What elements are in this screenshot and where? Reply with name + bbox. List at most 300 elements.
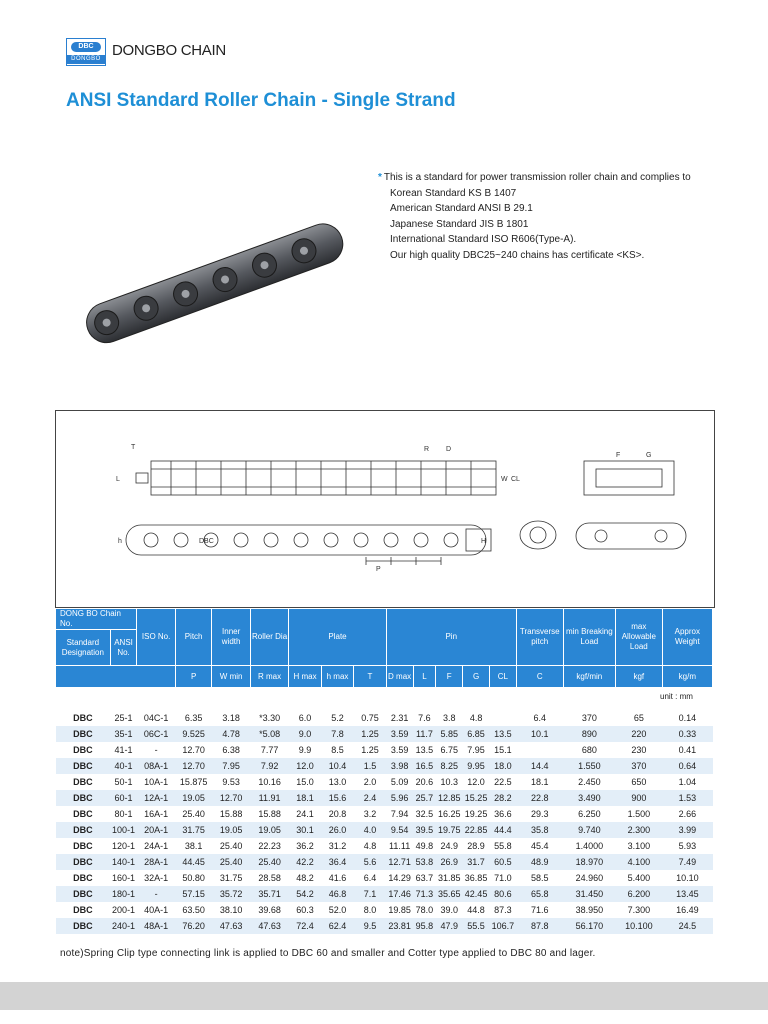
sub-r: R max [250,666,288,688]
header-pitch: Pitch [175,609,212,666]
diagram-label-cl: CL [511,476,520,483]
table-cell: 42.45 [463,886,490,902]
table-cell [516,742,563,758]
notes-line-1: Korean Standard KS B 1407 [390,187,517,199]
table-cell: 48A-1 [137,918,175,934]
table-cell: 31.75 [212,870,250,886]
table-cell: 38.10 [212,902,250,918]
table-cell: 60-1 [110,790,137,806]
table-cell: 20A-1 [137,822,175,838]
footer-bar [0,982,768,1010]
table-cell: 18.1 [289,790,321,806]
table-cell: 28.2 [489,790,516,806]
chain-dimension-diagram [55,410,715,608]
table-cell: DBC [56,870,111,886]
table-cell: 25.40 [175,806,212,822]
table-cell: 19.85 [386,902,413,918]
table-cell: 15.25 [463,790,490,806]
table-cell: 0.75 [354,710,386,726]
header-transverse-pitch: Transverse pitch [516,609,563,666]
table-cell: DBC [56,742,111,758]
table-cell: 58.5 [516,870,563,886]
diagram-label-f: F [616,452,621,459]
table-cell: 180-1 [110,886,137,902]
table-cell: 71.0 [489,870,516,886]
notes-line-0: * This is a standard for power transmission roller chain and complies to [378,172,691,183]
table-cell: 0.14 [662,710,712,726]
table-cell: DBC [56,886,111,902]
table-cell: 19.25 [463,806,490,822]
header-weight: Approx Weight [662,609,712,666]
table-cell: 50-1 [110,774,137,790]
table-cell: 15.88 [250,806,288,822]
table-cell: 5.400 [616,870,663,886]
table-cell: 76.20 [175,918,212,934]
table-cell: 370 [616,758,663,774]
table-cell: 1.25 [354,726,386,742]
table-cell: 15.0 [289,774,321,790]
table-cell: DBC [56,854,111,870]
table-cell: 19.05 [212,822,250,838]
sub-g: G [463,666,490,688]
table-cell: 47.63 [212,918,250,934]
brand-name: DONGBO CHAIN [112,42,226,59]
table-cell: 680 [563,742,615,758]
table-cell: 3.100 [616,838,663,854]
notes-line-2: American Standard ANSI B 29.1 [390,203,533,214]
table-cell: *3.30 [250,710,288,726]
header-pin: Pin [386,609,516,666]
table-row [56,822,713,838]
table-cell: 900 [616,790,663,806]
table-cell: 12.0 [289,758,321,774]
table-cell: 8.0 [354,902,386,918]
notes-line-5: Our high quality DBC25~240 chains has certificate <KS>. [390,249,645,261]
table-cell: DBC [56,838,111,854]
table-cell: DBC [56,774,111,790]
sub-h: H max [289,666,321,688]
table-cell: 6.4 [354,870,386,886]
table-cell: 370 [563,710,615,726]
table-cell: 24.960 [563,870,615,886]
table-cell: 39.5 [413,822,436,838]
table-cell: 9.525 [175,726,212,742]
table-cell: 220 [616,726,663,742]
table-cell: 25.7 [413,790,436,806]
table-cell: 11.11 [386,838,413,854]
table-cell: 46.8 [321,886,353,902]
table-cell: 8.5 [321,742,353,758]
table-cell: 24A-1 [137,838,175,854]
table-cell: 16A-1 [137,806,175,822]
table-cell: 0.41 [662,742,712,758]
table-cell: 18.1 [516,774,563,790]
diagram-label-p: P [376,566,381,573]
table-cell: 15.6 [321,790,353,806]
table-cell: 15.875 [175,774,212,790]
table-cell: 35-1 [110,726,137,742]
table-cell: 3.59 [386,726,413,742]
table-row [56,710,713,726]
table-cell: 44.4 [489,822,516,838]
diagram-label-h-small: h [118,538,122,545]
table-cell: 9.53 [212,774,250,790]
table-row [56,790,713,806]
table-cell: 12.70 [175,742,212,758]
table-cell: 0.64 [662,758,712,774]
table-cell: 80.6 [489,886,516,902]
table-cell: 230 [616,742,663,758]
table-cell: DBC [56,822,111,838]
header-standard-designation: Standard Designation [56,630,111,666]
table-cell: 1.4000 [563,838,615,854]
table-cell: 890 [563,726,615,742]
table-cell: *5.08 [250,726,288,742]
table-cell: 54.2 [289,886,321,902]
table-cell: 2.4 [354,790,386,806]
table-cell: 06C-1 [137,726,175,742]
header-breaking-load: min Breaking Load [563,609,615,666]
diagram-label-w: W [501,476,508,483]
table-cell: 31.85 [436,870,463,886]
table-cell: 6.250 [563,806,615,822]
table-cell: 57.15 [175,886,212,902]
table-row [56,774,713,790]
table-cell: 650 [616,774,663,790]
table-cell: 6.38 [212,742,250,758]
table-cell: 35.8 [516,822,563,838]
table-cell: DBC [56,710,111,726]
table-cell: 7.92 [250,758,288,774]
table-cell: 80-1 [110,806,137,822]
table-cell: 71.6 [516,902,563,918]
table-row [56,838,713,854]
table-cell: 5.96 [386,790,413,806]
diagram-label-l: L [116,476,120,483]
table-cell: 24.1 [289,806,321,822]
table-cell: 12.70 [212,790,250,806]
diagram-label-g: G [646,452,652,459]
table-cell: 1.500 [616,806,663,822]
table-cell: DBC [56,758,111,774]
table-cell: 10.4 [321,758,353,774]
table-cell: 3.99 [662,822,712,838]
table-cell: DBC [56,806,111,822]
star-icon: * [378,172,382,183]
sub-kgf: kgf [616,666,663,688]
table-cell: 36.85 [463,870,490,886]
table-cell: 3.98 [386,758,413,774]
table-cell: 13.5 [489,726,516,742]
table-cell: 22.5 [489,774,516,790]
table-cell: 0.33 [662,726,712,742]
sub-f: F [436,666,463,688]
sub-kgf-min: kgf/min [563,666,615,688]
table-cell: 7.300 [616,902,663,918]
table-cell: 160-1 [110,870,137,886]
table-cell: 10A-1 [137,774,175,790]
table-cell: 16.49 [662,902,712,918]
table-cell: 38.950 [563,902,615,918]
table-cell: 31.75 [175,822,212,838]
table-cell: 7.8 [321,726,353,742]
table-cell: 10.16 [250,774,288,790]
table-cell: 3.59 [386,742,413,758]
diagram-label-t: T [131,444,136,451]
table-cell: 4.78 [212,726,250,742]
table-cell: 4.8 [354,838,386,854]
table-cell: 13.0 [321,774,353,790]
standards-notes [378,170,691,263]
table-cell: DBC [56,726,111,742]
table-cell: 18.970 [563,854,615,870]
page-title: ANSI Standard Roller Chain - Single Strand [66,90,456,111]
table-cell: 2.300 [616,822,663,838]
table-cell: 19.05 [250,822,288,838]
table-cell: 13.5 [413,742,436,758]
table-cell: 2.31 [386,710,413,726]
diagram-label-dbc: DBC [199,538,214,545]
diagram-label-h: H [481,538,487,545]
table-cell: 26.9 [436,854,463,870]
unit-label: unit : mm [660,692,693,701]
table-cell: 5.85 [436,726,463,742]
table-row [56,806,713,822]
table-cell: 6.0 [289,710,321,726]
table-cell: 87.3 [489,902,516,918]
table-cell: 23.81 [386,918,413,934]
table-cell: 35.71 [250,886,288,902]
dongbo-logo [66,38,106,66]
table-row [56,726,713,742]
table-cell: 16.25 [436,806,463,822]
table-cell: 39.68 [250,902,288,918]
table-cell: 08A-1 [137,758,175,774]
table-cell: 1.25 [354,742,386,758]
table-row [56,902,713,918]
table-cell: 106.7 [489,918,516,934]
table-cell: 2.66 [662,806,712,822]
table-cell: DBC [56,790,111,806]
table-cell: - [137,886,175,902]
table-cell: 19.75 [436,822,463,838]
table-cell: 20.8 [321,806,353,822]
table-cell: DBC [56,902,111,918]
table-cell: 39.0 [436,902,463,918]
sub-c: C [516,666,563,688]
table-cell: 12.71 [386,854,413,870]
footnote: note)Spring Clip type connecting link is applied to DBC 60 and smaller and Cotter type applied to DBC 80 and lager. [60,948,596,959]
table-cell: 3.18 [212,710,250,726]
table-row [56,758,713,774]
table-cell: 5.09 [386,774,413,790]
table-cell: 9.5 [354,918,386,934]
table-cell: 100-1 [110,822,137,838]
table-cell: 47.9 [436,918,463,934]
table-cell: 44.8 [463,902,490,918]
table-cell: 42.2 [289,854,321,870]
table-row [56,870,713,886]
table-cell: 7.95 [212,758,250,774]
table-cell: 7.94 [386,806,413,822]
table-cell: 24.9 [436,838,463,854]
sub-l: L [413,666,436,688]
table-cell: 25.40 [212,854,250,870]
table-cell: 6.200 [616,886,663,902]
table-cell: 41.6 [321,870,353,886]
table-cell: 78.0 [413,902,436,918]
table-cell: 3.490 [563,790,615,806]
table-cell: 12.0 [463,774,490,790]
table-cell: 25.40 [212,838,250,854]
table-cell: 30.1 [289,822,321,838]
table-cell: 65.8 [516,886,563,902]
table-cell: 5.6 [354,854,386,870]
table-cell: 04C-1 [137,710,175,726]
table-cell: 1.550 [563,758,615,774]
diagram-label-d: D [446,446,452,453]
table-cell: 4.100 [616,854,663,870]
header-plate: Plate [289,609,386,666]
table-cell: 8.25 [436,758,463,774]
table-cell: 36.4 [321,854,353,870]
table-cell: 7.49 [662,854,712,870]
table-cell: 20.6 [413,774,436,790]
table-cell: 18.0 [489,758,516,774]
header-inner-width: Inner width [212,609,250,666]
table-cell: 5.2 [321,710,353,726]
table-cell: 14.29 [386,870,413,886]
table-cell: 63.7 [413,870,436,886]
table-cell: 7.77 [250,742,288,758]
table-cell: 55.5 [463,918,490,934]
table-cell: 71.3 [413,886,436,902]
table-cell: 65 [616,710,663,726]
table-cell: 35.72 [212,886,250,902]
sub-t: T [354,666,386,688]
logo-subtext: DONGBO [67,55,105,64]
table-cell: 9.9 [289,742,321,758]
table-cell: 240-1 [110,918,137,934]
table-cell: 6.35 [175,710,212,726]
table-cell: 5.93 [662,838,712,854]
table-row [56,918,713,934]
notes-line-4: International Standard ISO R606(Type-A). [390,234,577,245]
header-dongbo-chain-no: DONG BO Chain No. [56,609,137,630]
table-cell: 63.50 [175,902,212,918]
table-cell: 40-1 [110,758,137,774]
table-cell: DBC [56,918,111,934]
table-cell: 28.58 [250,870,288,886]
table-row [56,854,713,870]
table-cell: 44.45 [175,854,212,870]
header-allowable-load: max Allowable Load [616,609,663,666]
table-cell: 3.8 [436,710,463,726]
sub-p: P [175,666,212,688]
sub-d: D max [386,666,413,688]
table-cell: 120-1 [110,838,137,854]
header-roller-dia: Roller Dia [250,609,288,666]
table-cell: 7.6 [413,710,436,726]
table-cell: 1.04 [662,774,712,790]
table-cell: 36.2 [289,838,321,854]
header-iso: ISO No. [137,609,175,666]
sub-h-small: h max [321,666,353,688]
table-cell: 2.450 [563,774,615,790]
table-cell: 10.10 [662,870,712,886]
table-cell: 140-1 [110,854,137,870]
notes-line-3: Japanese Standard JIS B 1801 [390,218,529,230]
table-cell: 47.63 [250,918,288,934]
table-cell: 25-1 [110,710,137,726]
table-cell: 16.5 [413,758,436,774]
table-cell: 26.0 [321,822,353,838]
table-cell: 95.8 [413,918,436,934]
table-cell: 4.8 [463,710,490,726]
table-cell: 9.740 [563,822,615,838]
table-cell: 15.1 [489,742,516,758]
table-cell [489,710,516,726]
table-cell: 31.7 [463,854,490,870]
table-cell: 22.8 [516,790,563,806]
table-cell: 14.4 [516,758,563,774]
table-cell: 87.8 [516,918,563,934]
table-cell: 32A-1 [137,870,175,886]
table-cell: 10.100 [616,918,663,934]
table-cell: 35.65 [436,886,463,902]
table-cell: 1.5 [354,758,386,774]
table-cell: 22.23 [250,838,288,854]
table-cell: 45.4 [516,838,563,854]
table-cell: 7.1 [354,886,386,902]
table-cell: 25.40 [250,854,288,870]
table-cell: 49.8 [413,838,436,854]
table-cell: 9.54 [386,822,413,838]
table-cell: 36.6 [489,806,516,822]
table-cell: 19.05 [175,790,212,806]
table-cell: 7.95 [463,742,490,758]
table-cell: 12A-1 [137,790,175,806]
table-cell: 28A-1 [137,854,175,870]
chain-spec-table [55,608,713,934]
table-cell: - [137,742,175,758]
table-cell: 56.170 [563,918,615,934]
table-cell: 3.2 [354,806,386,822]
chain-photo [60,205,360,365]
table-cell: 200-1 [110,902,137,918]
table-cell: 31.2 [321,838,353,854]
table-cell: 6.75 [436,742,463,758]
table-cell: 53.8 [413,854,436,870]
table-cell: 60.3 [289,902,321,918]
table-cell: 29.3 [516,806,563,822]
table-cell: 48.9 [516,854,563,870]
table-cell: 11.7 [413,726,436,742]
table-cell: 2.0 [354,774,386,790]
header-ansi: ANSI No. [110,630,137,666]
table-cell: 60.5 [489,854,516,870]
table-cell: 72.4 [289,918,321,934]
table-cell: 31.450 [563,886,615,902]
table-cell: 4.0 [354,822,386,838]
table-cell: 13.45 [662,886,712,902]
table-cell: 50.80 [175,870,212,886]
table-cell: 10.1 [516,726,563,742]
sub-kg-m: kg/m [662,666,712,688]
sub-cl: CL [489,666,516,688]
sub-w: W min [212,666,250,688]
table-cell: 32.5 [413,806,436,822]
